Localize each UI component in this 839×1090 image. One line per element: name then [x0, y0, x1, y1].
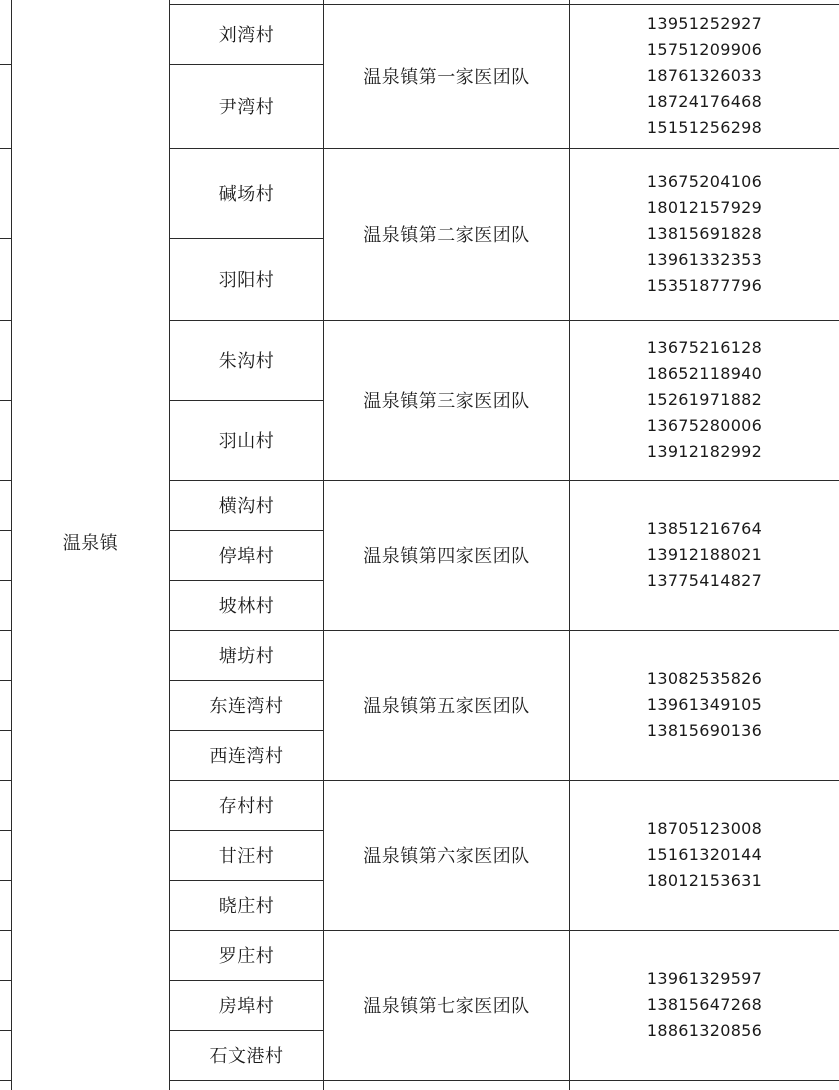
phone-number: 13775414827: [646, 571, 763, 590]
team-name-cell: 温泉镇第三家医团队: [363, 391, 530, 412]
table-row-border: [0, 980, 11, 981]
phone-number: 18861320856: [646, 1021, 763, 1040]
village-name-cell: 刘湾村: [218, 25, 275, 46]
village-name-cell: 石文港村: [209, 1046, 284, 1067]
phone-number: 15151256298: [646, 118, 763, 137]
village-name-cell: 停埠村: [218, 546, 275, 567]
village-name-cell: 横沟村: [218, 496, 275, 517]
village-name-cell: 甘汪村: [218, 846, 275, 867]
phone-list-cell: [570, 148, 839, 320]
table-row-border: [0, 880, 11, 881]
table-row-border: [0, 480, 11, 481]
phone-number: 13815691828: [646, 224, 763, 243]
phone-list-cell: [570, 480, 839, 630]
table-row-border: [0, 780, 11, 781]
phone-list-cell: [570, 4, 839, 148]
village-name-cell: 罗庄村: [218, 946, 275, 967]
phone-number: 18652118940: [646, 364, 763, 383]
phone-number: 13912182992: [646, 442, 763, 461]
table-row-border: [0, 580, 11, 581]
village-name-cell: 羽阳村: [218, 270, 275, 291]
table-row-border: [0, 1080, 11, 1081]
village-name-cell: 朱沟村: [218, 351, 275, 372]
table-row-border: [169, 1080, 839, 1081]
phone-number: 18724176468: [646, 92, 763, 111]
table-row-border: [0, 1030, 11, 1031]
phone-number: 13675280006: [646, 416, 763, 435]
phone-number: 18012153631: [646, 871, 763, 890]
table-row-border: [0, 730, 11, 731]
phone-number: 13961329597: [646, 969, 763, 988]
phone-number: 13815690136: [646, 721, 763, 740]
table-row-border: [0, 64, 11, 65]
table-row-border: [0, 930, 11, 931]
phone-number: 13851216764: [646, 519, 763, 538]
phone-number: 13675216128: [646, 338, 763, 357]
team-name-cell: 温泉镇第四家医团队: [363, 546, 530, 567]
phone-number: 13912188021: [646, 545, 763, 564]
phone-number: 13961332353: [646, 250, 763, 269]
table-row-border: [0, 830, 11, 831]
phone-number: 18012157929: [646, 198, 763, 217]
phone-number: 15751209906: [646, 40, 763, 59]
table-row-border: [0, 680, 11, 681]
village-name-cell: 存村村: [218, 796, 275, 817]
village-name-cell: 尹湾村: [218, 97, 275, 118]
phone-number: 15351877796: [646, 276, 763, 295]
village-name-cell: 西连湾村: [209, 746, 284, 767]
table-row-border: [0, 320, 11, 321]
phone-list-cell: [570, 780, 839, 930]
village-name-cell: 坡林村: [218, 596, 275, 617]
village-name-cell: 羽山村: [218, 431, 275, 452]
phone-number: 13815647268: [646, 995, 763, 1014]
phone-number: 18705123008: [646, 819, 763, 838]
village-name-cell: 东连湾村: [209, 696, 284, 717]
phone-number: 15261971882: [646, 390, 763, 409]
phone-number: 15161320144: [646, 845, 763, 864]
team-name-cell: 温泉镇第七家医团队: [363, 996, 530, 1017]
town-name-cell: 温泉镇: [62, 533, 119, 554]
table-row-border: [0, 148, 11, 149]
phone-list-cell: [570, 320, 839, 480]
phone-list-cell: [570, 630, 839, 780]
table-row-border: [0, 238, 11, 239]
phone-number: 13082535826: [646, 669, 763, 688]
team-name-cell: 温泉镇第五家医团队: [363, 696, 530, 717]
village-name-cell: 塘坊村: [218, 646, 275, 667]
phone-number: 13951252927: [646, 14, 763, 33]
table-row-border: [0, 400, 11, 401]
team-name-cell: 温泉镇第二家医团队: [363, 225, 530, 246]
phone-number: 18761326033: [646, 66, 763, 85]
village-name-cell: 碱场村: [218, 184, 275, 205]
village-name-cell: 房埠村: [218, 996, 275, 1017]
team-name-cell: 温泉镇第一家医团队: [363, 67, 530, 88]
table-row-border: [0, 630, 11, 631]
phone-number: 13675204106: [646, 172, 763, 191]
team-name-cell: 温泉镇第六家医团队: [363, 846, 530, 867]
phone-list-cell: [570, 930, 839, 1080]
table-row-border: [0, 530, 11, 531]
phone-number: 13961349105: [646, 695, 763, 714]
village-name-cell: 晓庄村: [218, 896, 275, 917]
